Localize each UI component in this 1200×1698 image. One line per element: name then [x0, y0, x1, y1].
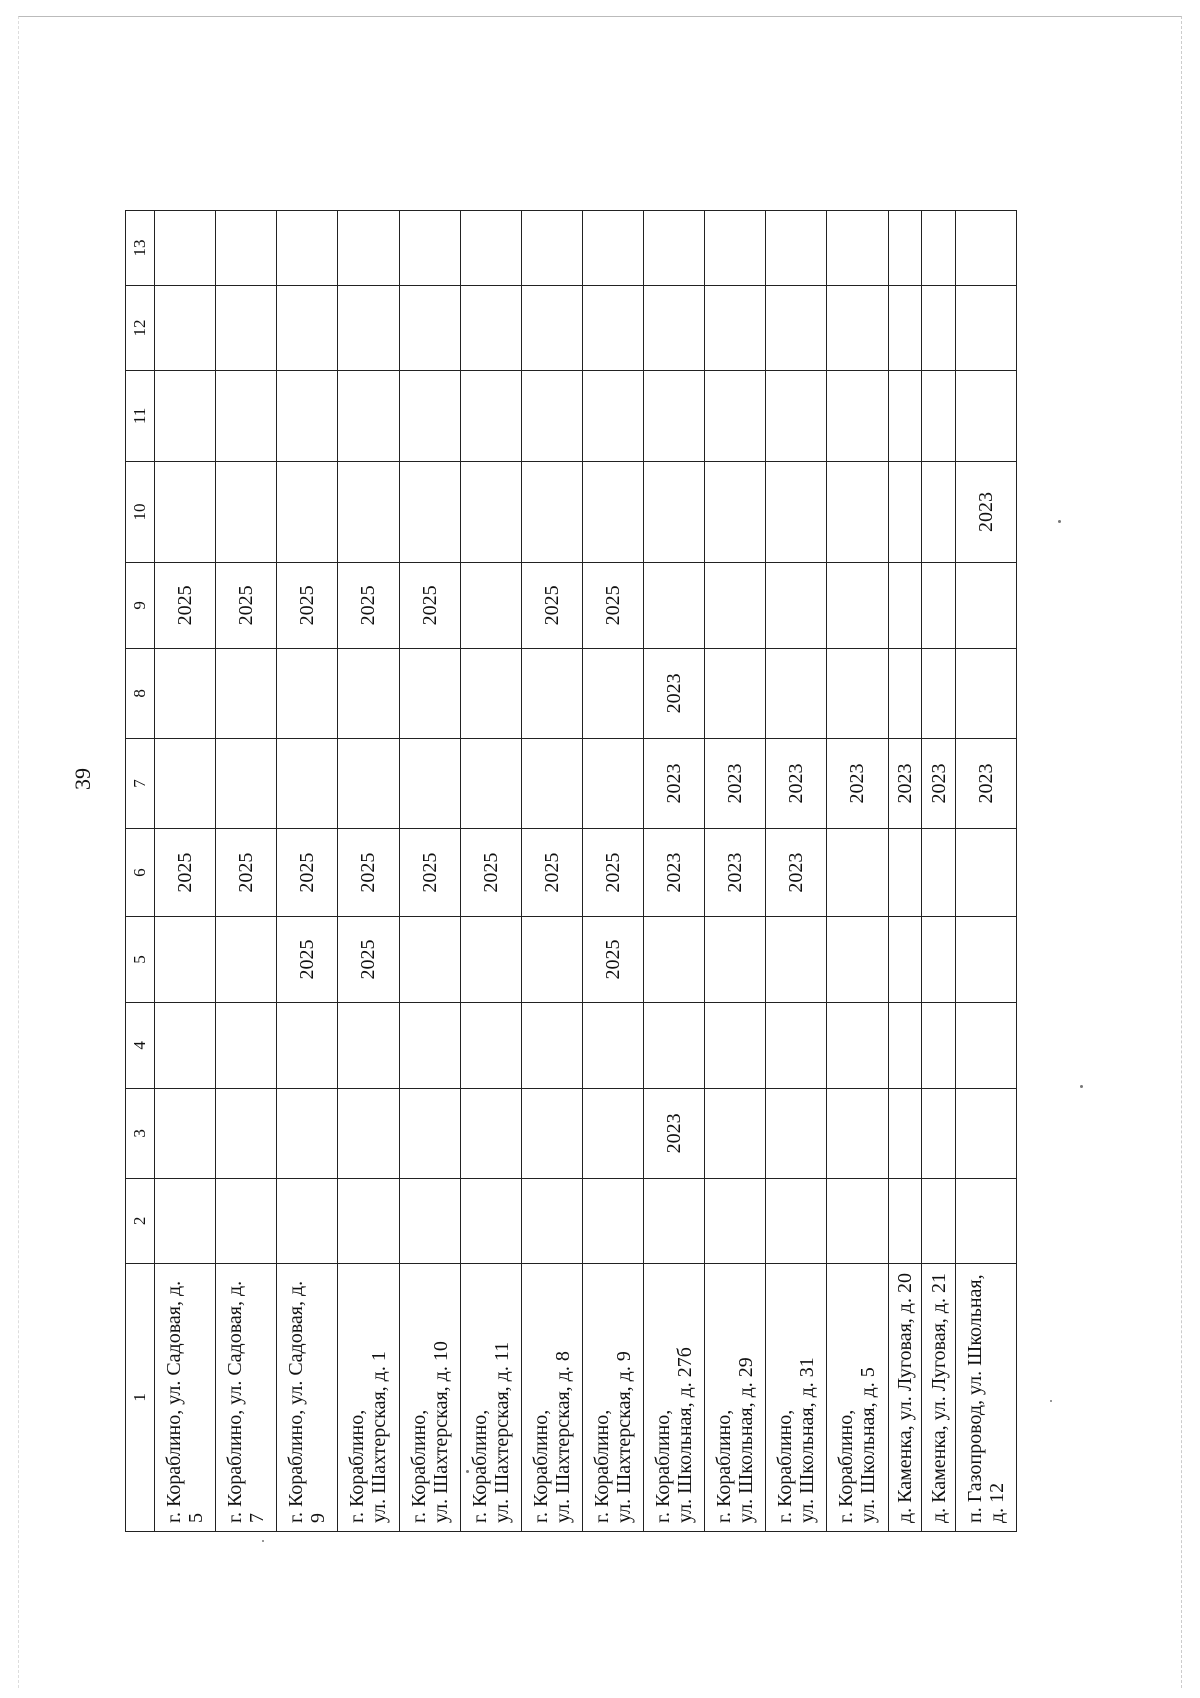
scan-speck — [262, 1540, 264, 1542]
year-cell — [155, 738, 216, 828]
address-cell: д. Каменка, ул. Луговая, д. 20 — [888, 1263, 922, 1531]
year-cell: 2025 — [338, 829, 399, 917]
year-cell — [955, 562, 1016, 648]
year-cell — [827, 648, 888, 738]
year-cell: 2023 — [766, 829, 827, 917]
year-cell — [155, 286, 216, 371]
table-row — [155, 81, 216, 1532]
year-cell — [521, 210, 582, 285]
year-cell — [705, 917, 766, 1003]
table-row — [277, 81, 338, 1532]
year-cell — [766, 286, 827, 371]
table-row — [460, 81, 521, 1532]
year-cell: 2023 — [644, 738, 705, 828]
year-cell — [277, 462, 338, 563]
year-cell — [399, 738, 460, 828]
year-cell — [827, 1178, 888, 1263]
year-cell: 2025 — [399, 829, 460, 917]
address-cell: г. Кораблино, ул. Садовая, д. 5 — [155, 1263, 216, 1531]
year-cell — [582, 1002, 643, 1088]
year-cell — [460, 1178, 521, 1263]
year-cell: 2025 — [582, 562, 643, 648]
year-cell — [460, 562, 521, 648]
year-cell — [460, 210, 521, 285]
year-cell — [705, 1088, 766, 1178]
year-cell — [582, 370, 643, 461]
year-cell — [582, 1088, 643, 1178]
year-cell — [216, 1088, 277, 1178]
year-cell — [338, 1002, 399, 1088]
year-cell — [216, 286, 277, 371]
year-cell — [582, 462, 643, 563]
schedule-table — [125, 80, 1017, 1532]
column-header-2: 2 — [126, 1178, 155, 1263]
year-cell — [888, 210, 922, 285]
table-row — [338, 81, 399, 1532]
address-cell: г. Кораблино, ул. Шахтерская, д. 11 — [460, 1263, 521, 1531]
year-cell — [155, 917, 216, 1003]
year-cell — [155, 370, 216, 461]
year-cell — [338, 210, 399, 285]
year-cell — [705, 1002, 766, 1088]
year-cell — [766, 648, 827, 738]
year-cell — [644, 1178, 705, 1263]
page-number: 39 — [70, 768, 95, 790]
year-cell — [705, 1178, 766, 1263]
table-row — [888, 81, 922, 1532]
year-cell — [827, 829, 888, 917]
year-cell — [955, 286, 1016, 371]
year-cell: 2023 — [644, 648, 705, 738]
column-header-7: 7 — [126, 738, 155, 828]
column-header-10: 10 — [126, 462, 155, 563]
year-cell: 2023 — [922, 738, 956, 828]
address-cell: г. Кораблино, ул. Школьная, д. 31 — [766, 1263, 827, 1531]
year-cell — [922, 562, 956, 648]
address-cell: г. Кораблино, ул. Школьная, д. 29 — [705, 1263, 766, 1531]
year-cell — [582, 286, 643, 371]
year-cell — [277, 1088, 338, 1178]
year-cell — [888, 562, 922, 648]
year-cell: 2023 — [955, 738, 1016, 828]
year-cell — [216, 917, 277, 1003]
table-row — [521, 81, 582, 1532]
table-row — [644, 81, 705, 1532]
year-cell — [399, 1002, 460, 1088]
year-cell — [888, 1178, 922, 1263]
year-cell — [338, 462, 399, 563]
address-cell: г. Кораблино, ул. Школьная, д. 5 — [827, 1263, 888, 1531]
year-cell — [888, 370, 922, 461]
year-cell — [766, 370, 827, 461]
year-cell — [399, 210, 460, 285]
year-cell — [827, 562, 888, 648]
year-cell: 2025 — [155, 562, 216, 648]
column-header-8: 8 — [126, 648, 155, 738]
year-cell — [955, 829, 1016, 917]
table-body — [155, 81, 1017, 1532]
year-cell — [216, 370, 277, 461]
year-cell — [582, 210, 643, 285]
year-cell: 2025 — [216, 829, 277, 917]
year-cell — [216, 462, 277, 563]
year-cell — [216, 648, 277, 738]
scan-speck — [466, 1470, 469, 1473]
year-cell — [955, 917, 1016, 1003]
year-cell — [888, 917, 922, 1003]
table-row — [705, 81, 766, 1532]
year-cell — [644, 562, 705, 648]
year-cell — [338, 738, 399, 828]
year-cell — [766, 1002, 827, 1088]
year-cell: 2025 — [521, 829, 582, 917]
year-cell — [705, 648, 766, 738]
address-cell: г. Кораблино, ул. Шахтерская, д. 8 — [521, 1263, 582, 1531]
year-cell: 2025 — [277, 562, 338, 648]
column-header-4: 4 — [126, 1002, 155, 1088]
table-row — [216, 81, 277, 1532]
year-cell — [582, 738, 643, 828]
year-cell — [277, 1178, 338, 1263]
year-cell: 2025 — [582, 829, 643, 917]
year-cell: 2025 — [521, 562, 582, 648]
year-cell — [399, 462, 460, 563]
year-cell — [922, 210, 956, 285]
year-cell — [705, 562, 766, 648]
year-cell — [521, 462, 582, 563]
year-cell: 2023 — [955, 462, 1016, 563]
year-cell — [827, 1088, 888, 1178]
year-cell — [955, 370, 1016, 461]
year-cell: 2025 — [277, 917, 338, 1003]
year-cell: 2023 — [644, 1088, 705, 1178]
year-cell — [922, 829, 956, 917]
year-cell — [277, 648, 338, 738]
year-cell — [277, 286, 338, 371]
address-cell: д. Каменка, ул. Луговая, д. 21 — [922, 1263, 956, 1531]
year-cell — [644, 370, 705, 461]
year-cell — [338, 1088, 399, 1178]
year-cell — [766, 1178, 827, 1263]
year-cell — [644, 210, 705, 285]
year-cell: 2023 — [827, 738, 888, 828]
year-cell — [155, 462, 216, 563]
year-cell — [827, 1002, 888, 1088]
scan-speck — [1058, 520, 1061, 523]
year-cell — [766, 917, 827, 1003]
table-row — [922, 81, 956, 1532]
year-cell — [644, 1002, 705, 1088]
year-cell — [922, 1002, 956, 1088]
year-cell — [766, 562, 827, 648]
year-cell — [155, 1088, 216, 1178]
table-row — [766, 81, 827, 1532]
year-cell — [460, 917, 521, 1003]
year-cell — [827, 286, 888, 371]
year-cell — [521, 1178, 582, 1263]
year-cell — [399, 648, 460, 738]
year-cell — [521, 738, 582, 828]
year-cell: 2025 — [338, 917, 399, 1003]
year-cell — [338, 1178, 399, 1263]
year-cell — [460, 286, 521, 371]
year-cell: 2025 — [277, 829, 338, 917]
year-cell — [922, 462, 956, 563]
year-cell — [582, 648, 643, 738]
year-cell: 2025 — [216, 562, 277, 648]
year-cell — [338, 286, 399, 371]
year-cell: 2023 — [705, 829, 766, 917]
year-cell — [955, 210, 1016, 285]
year-cell — [399, 917, 460, 1003]
year-cell: 2025 — [582, 917, 643, 1003]
address-cell: г. Кораблино, ул. Школьная, д. 27б — [644, 1263, 705, 1531]
year-cell — [521, 1088, 582, 1178]
year-cell — [922, 648, 956, 738]
year-cell: 2025 — [155, 829, 216, 917]
table-row — [399, 81, 460, 1532]
year-cell — [766, 462, 827, 563]
year-cell — [399, 1178, 460, 1263]
year-cell: 2023 — [644, 829, 705, 917]
year-cell — [766, 1088, 827, 1178]
address-cell: г. Кораблино, ул. Шахтерская, д. 10 — [399, 1263, 460, 1531]
year-cell — [399, 286, 460, 371]
year-cell — [644, 917, 705, 1003]
year-cell — [277, 370, 338, 461]
scan-speck — [1050, 1400, 1052, 1402]
year-cell — [888, 462, 922, 563]
year-cell — [827, 370, 888, 461]
year-cell — [922, 1178, 956, 1263]
year-cell — [277, 1002, 338, 1088]
scan-speck — [1080, 1085, 1083, 1088]
year-cell — [216, 210, 277, 285]
column-header-1: 1 — [126, 1263, 155, 1531]
year-cell — [922, 286, 956, 371]
column-header-3: 3 — [126, 1088, 155, 1178]
address-cell: п. Газопровод, ул. Школьная, д. 12 — [955, 1263, 1016, 1531]
year-cell — [888, 829, 922, 917]
year-cell — [216, 1178, 277, 1263]
year-cell — [460, 648, 521, 738]
address-cell: г. Кораблино, ул. Садовая, д. 9 — [277, 1263, 338, 1531]
year-cell — [644, 286, 705, 371]
year-cell: 2025 — [460, 829, 521, 917]
year-cell — [460, 1002, 521, 1088]
column-header-11: 11 — [126, 370, 155, 461]
year-cell — [155, 648, 216, 738]
year-cell — [705, 462, 766, 563]
year-cell — [888, 286, 922, 371]
year-cell — [766, 210, 827, 285]
year-cell — [155, 1002, 216, 1088]
year-cell — [460, 1088, 521, 1178]
year-cell: 2023 — [888, 738, 922, 828]
year-cell — [399, 1088, 460, 1178]
year-cell — [888, 1088, 922, 1178]
year-cell — [338, 370, 399, 461]
year-cell — [955, 1088, 1016, 1178]
year-cell — [827, 462, 888, 563]
table-row — [827, 81, 888, 1532]
year-cell — [216, 738, 277, 828]
year-cell: 2025 — [399, 562, 460, 648]
year-cell — [521, 286, 582, 371]
year-cell — [460, 462, 521, 563]
column-header-9: 9 — [126, 562, 155, 648]
year-cell — [521, 1002, 582, 1088]
column-header-5: 5 — [126, 917, 155, 1003]
year-cell — [338, 648, 399, 738]
year-cell: 2025 — [338, 562, 399, 648]
year-cell — [955, 648, 1016, 738]
year-cell — [955, 1002, 1016, 1088]
address-cell: г. Кораблино, ул. Шахтерская, д. 9 — [582, 1263, 643, 1531]
year-cell — [922, 1088, 956, 1178]
table-row — [582, 81, 643, 1532]
year-cell — [705, 210, 766, 285]
year-cell — [888, 648, 922, 738]
year-cell — [521, 648, 582, 738]
year-cell — [888, 1002, 922, 1088]
year-cell — [216, 1002, 277, 1088]
column-header-13: 13 — [126, 210, 155, 285]
year-cell — [827, 210, 888, 285]
year-cell — [955, 1178, 1016, 1263]
year-cell — [922, 917, 956, 1003]
column-header-12: 12 — [126, 286, 155, 371]
header-row — [126, 81, 155, 1532]
year-cell — [399, 370, 460, 461]
year-cell — [155, 210, 216, 285]
year-cell — [521, 917, 582, 1003]
year-cell — [582, 1178, 643, 1263]
year-cell — [155, 1178, 216, 1263]
column-header-6: 6 — [126, 829, 155, 917]
year-cell — [460, 370, 521, 461]
year-cell: 2023 — [766, 738, 827, 828]
year-cell — [460, 738, 521, 828]
address-cell: г. Кораблино, ул. Садовая, д. 7 — [216, 1263, 277, 1531]
year-cell — [277, 738, 338, 828]
rotated-table-container — [125, 80, 1017, 1532]
table-row — [955, 81, 1016, 1532]
year-cell — [644, 462, 705, 563]
year-cell — [827, 917, 888, 1003]
year-cell — [277, 210, 338, 285]
year-cell — [922, 370, 956, 461]
year-cell — [705, 286, 766, 371]
year-cell — [521, 370, 582, 461]
address-cell: г. Кораблино, ул. Шахтерская, д. 1 — [338, 1263, 399, 1531]
year-cell — [705, 370, 766, 461]
year-cell: 2023 — [705, 738, 766, 828]
